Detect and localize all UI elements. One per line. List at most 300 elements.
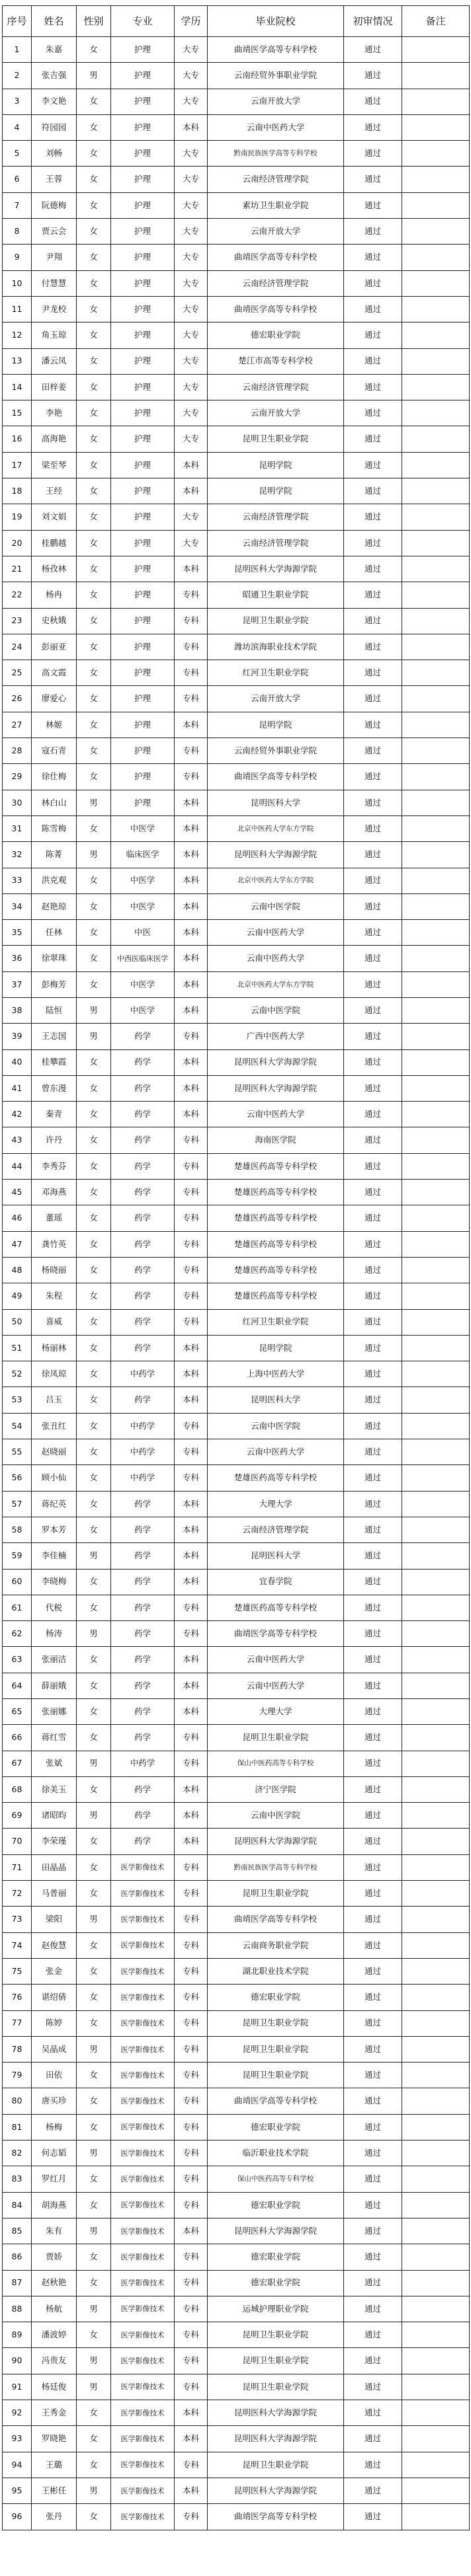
table-row	[3, 1932, 470, 1958]
cell-name: 曾东漫	[32, 1075, 77, 1101]
cell-major: 药学	[111, 1283, 175, 1309]
cell-review-status: 通过	[344, 920, 402, 946]
cell-remarks	[402, 2426, 470, 2452]
cell-school: 德宏职业学院	[208, 2244, 344, 2270]
cell-school: 昆明学院	[208, 1335, 344, 1361]
cell-gender: 女	[77, 686, 111, 712]
cell-education: 本科	[175, 1776, 208, 1802]
cell-major: 医学影像技术	[111, 1985, 175, 2010]
cell-serial: 29	[3, 764, 32, 790]
cell-review-status: 通过	[344, 322, 402, 348]
cell-review-status: 通过	[344, 114, 402, 140]
cell-review-status: 通过	[344, 1102, 402, 1127]
cell-remarks	[402, 582, 470, 608]
cell-school: 黔南民族医学高等专科学校	[208, 1854, 344, 1880]
cell-education: 本科	[175, 1075, 208, 1101]
cell-name: 杨丽林	[32, 1335, 77, 1361]
cell-school: 昆明医科大学	[208, 1387, 344, 1413]
cell-major: 药学	[111, 1127, 175, 1153]
cell-serial: 77	[3, 2010, 32, 2036]
cell-review-status: 通过	[344, 1621, 402, 1647]
cell-education: 专科	[175, 1127, 208, 1153]
cell-school: 云南中医药大学	[208, 1673, 344, 1698]
cell-remarks	[402, 634, 470, 660]
cell-name: 田依	[32, 2063, 77, 2088]
table-row	[3, 400, 470, 426]
cell-name: 高文霞	[32, 660, 77, 686]
cell-remarks	[402, 219, 470, 245]
cell-gender: 女	[77, 1335, 111, 1361]
cell-major: 医学影像技术	[111, 2478, 175, 2503]
cell-serial: 39	[3, 1024, 32, 1049]
cell-review-status: 通过	[344, 504, 402, 530]
cell-gender: 女	[77, 2426, 111, 2452]
cell-school: 昆明卫生职业学院	[208, 2036, 344, 2062]
cell-major: 医学影像技术	[111, 2244, 175, 2270]
cell-school: 云南中医药大学	[208, 920, 344, 946]
cell-education: 专科	[175, 608, 208, 634]
cell-gender: 男	[77, 2348, 111, 2374]
table-row	[3, 322, 470, 348]
cell-gender: 女	[77, 530, 111, 556]
table-row	[3, 1127, 470, 1153]
cell-name: 王志国	[32, 1024, 77, 1049]
cell-remarks	[402, 1309, 470, 1335]
cell-major: 护理	[111, 296, 175, 322]
cell-review-status: 通过	[344, 1205, 402, 1231]
cell-review-status: 通过	[344, 1543, 402, 1569]
cell-review-status: 通过	[344, 764, 402, 790]
cell-serial: 44	[3, 1153, 32, 1179]
cell-major: 药学	[111, 1595, 175, 1620]
cell-school: 德宏职业学院	[208, 1985, 344, 2010]
cell-gender: 女	[77, 1854, 111, 1880]
cell-name: 赵俊慧	[32, 1932, 77, 1958]
cell-education: 本科	[175, 1102, 208, 1127]
cell-major: 护理	[111, 192, 175, 218]
cell-major: 药学	[111, 1569, 175, 1595]
cell-major: 药学	[111, 1776, 175, 1802]
cell-review-status: 通过	[344, 893, 402, 919]
cell-major: 护理	[111, 764, 175, 790]
cell-school: 楚雄医药高等专科学校	[208, 1231, 344, 1257]
cell-education: 专科	[175, 1465, 208, 1491]
cell-major: 护理	[111, 89, 175, 114]
cell-education: 专科	[175, 2114, 208, 2140]
cell-gender: 女	[77, 1881, 111, 1907]
cell-school: 昆明学院	[208, 712, 344, 738]
cell-review-status: 通过	[344, 2192, 402, 2218]
cell-name: 贾娇	[32, 2244, 77, 2270]
cell-name: 罗本芳	[32, 1517, 77, 1542]
cell-school: 曲靖医学高等专科学校	[208, 37, 344, 63]
cell-serial: 5	[3, 141, 32, 167]
cell-remarks	[402, 2322, 470, 2348]
cell-remarks	[402, 1127, 470, 1153]
cell-name: 张金	[32, 1958, 77, 1984]
cell-gender: 女	[77, 1205, 111, 1231]
cell-major: 中西医临床医学	[111, 946, 175, 971]
cell-major: 中医	[111, 920, 175, 946]
cell-serial: 41	[3, 1075, 32, 1101]
cell-serial: 92	[3, 2400, 32, 2426]
header-name: 姓名	[32, 6, 77, 37]
cell-school: 昆明卫生职业学院	[208, 2063, 344, 2088]
cell-remarks	[402, 2010, 470, 2036]
table-row	[3, 946, 470, 971]
cell-name: 朱程	[32, 1283, 77, 1309]
cell-major: 护理	[111, 374, 175, 400]
cell-serial: 17	[3, 452, 32, 478]
table-row	[3, 2166, 470, 2192]
cell-school: 昆明医科大学海源学院	[208, 1049, 344, 1075]
table-row	[3, 452, 470, 478]
cell-major: 临床医学	[111, 842, 175, 868]
cell-gender: 女	[77, 1361, 111, 1387]
cell-major: 护理	[111, 426, 175, 452]
cell-review-status: 通过	[344, 2452, 402, 2478]
table-row	[3, 270, 470, 296]
cell-name: 邓海燕	[32, 1180, 77, 1205]
header-education: 学历	[175, 6, 208, 37]
cell-education: 本科	[175, 478, 208, 504]
table-row	[3, 2478, 470, 2503]
cell-serial: 65	[3, 1699, 32, 1725]
cell-gender: 女	[77, 1517, 111, 1542]
cell-major: 护理	[111, 114, 175, 140]
table-row	[3, 1543, 470, 1569]
cell-remarks	[402, 1829, 470, 1854]
cell-remarks	[402, 1907, 470, 1932]
cell-gender: 女	[77, 219, 111, 245]
table-row	[3, 504, 470, 530]
cell-remarks	[402, 2088, 470, 2114]
cell-review-status: 通过	[344, 2010, 402, 2036]
cell-major: 护理	[111, 660, 175, 686]
header-school: 毕业院校	[208, 6, 344, 37]
cell-school: 昆明医科大学海源学院	[208, 1829, 344, 1854]
cell-remarks	[402, 893, 470, 919]
cell-major: 医学影像技术	[111, 2348, 175, 2374]
cell-name: 桂鹏越	[32, 530, 77, 556]
cell-education: 本科	[175, 893, 208, 919]
cell-major: 护理	[111, 504, 175, 530]
cell-review-status: 通过	[344, 63, 402, 89]
cell-gender: 女	[77, 971, 111, 997]
cell-review-status: 通过	[344, 1439, 402, 1465]
cell-review-status: 通过	[344, 1751, 402, 1776]
cell-remarks	[402, 2036, 470, 2062]
cell-gender: 女	[77, 478, 111, 504]
cell-name: 赵秋艳	[32, 2270, 77, 2296]
cell-remarks	[402, 1231, 470, 1257]
header-review-status: 初审情况	[344, 6, 402, 37]
cell-education: 本科	[175, 1829, 208, 1854]
cell-serial: 89	[3, 2322, 32, 2348]
cell-major: 医学影像技术	[111, 2322, 175, 2348]
cell-education: 本科	[175, 1387, 208, 1413]
cell-serial: 79	[3, 2063, 32, 2088]
cell-school: 昆明卫生职业学院	[208, 2374, 344, 2400]
cell-school: 昆明医科大学	[208, 1543, 344, 1569]
cell-school: 大理大学	[208, 1699, 344, 1725]
cell-education: 专科	[175, 1725, 208, 1751]
cell-gender: 女	[77, 1127, 111, 1153]
cell-name: 王秀金	[32, 2400, 77, 2426]
table-row	[3, 893, 470, 919]
cell-name: 张吉强	[32, 63, 77, 89]
table-row	[3, 1829, 470, 1854]
cell-remarks	[402, 2218, 470, 2244]
cell-major: 医学影像技术	[111, 1854, 175, 1880]
cell-gender: 男	[77, 1621, 111, 1647]
cell-serial: 30	[3, 790, 32, 815]
header-serial: 序号	[3, 6, 32, 37]
table-row	[3, 114, 470, 140]
cell-education: 大专	[175, 530, 208, 556]
cell-major: 药学	[111, 1543, 175, 1569]
cell-major: 药学	[111, 1024, 175, 1049]
cell-name: 尹翔	[32, 245, 77, 270]
cell-major: 护理	[111, 141, 175, 167]
cell-remarks	[402, 660, 470, 686]
cell-major: 医学影像技术	[111, 1881, 175, 1907]
cell-education: 专科	[175, 1958, 208, 1984]
table-row	[3, 2218, 470, 2244]
cell-gender: 女	[77, 1958, 111, 1984]
cell-serial: 80	[3, 2088, 32, 2114]
cell-education: 大专	[175, 322, 208, 348]
cell-serial: 90	[3, 2348, 32, 2374]
cell-school: 保山中医药高等专科学校	[208, 2166, 344, 2192]
cell-major: 护理	[111, 738, 175, 764]
cell-major: 药学	[111, 1725, 175, 1751]
cell-school: 德宏职业学院	[208, 322, 344, 348]
cell-serial: 4	[3, 114, 32, 140]
cell-gender: 女	[77, 2322, 111, 2348]
cell-review-status: 通过	[344, 1569, 402, 1595]
table-row	[3, 1881, 470, 1907]
cell-gender: 男	[77, 1751, 111, 1776]
cell-serial: 64	[3, 1673, 32, 1698]
cell-serial: 40	[3, 1049, 32, 1075]
cell-remarks	[402, 374, 470, 400]
table-row	[3, 2036, 470, 2062]
table-row	[3, 141, 470, 167]
cell-school: 云南经贸外事职业学院	[208, 63, 344, 89]
cell-review-status: 通过	[344, 2322, 402, 2348]
cell-review-status: 通过	[344, 1776, 402, 1802]
cell-review-status: 通过	[344, 634, 402, 660]
cell-review-status: 通过	[344, 1413, 402, 1439]
cell-major: 中药学	[111, 1751, 175, 1776]
cell-education: 大专	[175, 63, 208, 89]
cell-review-status: 通过	[344, 374, 402, 400]
cell-serial: 87	[3, 2270, 32, 2296]
cell-major: 中医学	[111, 971, 175, 997]
cell-name: 洪克观	[32, 868, 77, 893]
cell-serial: 85	[3, 2218, 32, 2244]
cell-gender: 男	[77, 790, 111, 815]
cell-gender: 女	[77, 322, 111, 348]
cell-name: 张丽娜	[32, 1699, 77, 1725]
cell-gender: 女	[77, 582, 111, 608]
cell-review-status: 通过	[344, 219, 402, 245]
cell-gender: 男	[77, 1024, 111, 1049]
header-gender: 性别	[77, 6, 111, 37]
cell-review-status: 通过	[344, 167, 402, 192]
cell-gender: 女	[77, 2504, 111, 2530]
table-row	[3, 1491, 470, 1517]
cell-school: 云南开放大学	[208, 400, 344, 426]
cell-education: 专科	[175, 1231, 208, 1257]
cell-remarks	[402, 2270, 470, 2296]
cell-serial: 49	[3, 1283, 32, 1309]
table-row	[3, 1621, 470, 1647]
cell-gender: 男	[77, 2296, 111, 2322]
cell-name: 唐买珍	[32, 2088, 77, 2114]
cell-education: 专科	[175, 1180, 208, 1205]
cell-name: 张丽洁	[32, 1647, 77, 1673]
cell-remarks	[402, 1673, 470, 1698]
cell-name: 杨航	[32, 2296, 77, 2322]
cell-serial: 52	[3, 1361, 32, 1387]
cell-remarks	[402, 764, 470, 790]
cell-name: 林白山	[32, 790, 77, 815]
cell-remarks	[402, 815, 470, 841]
cell-serial: 28	[3, 738, 32, 764]
table-row	[3, 1231, 470, 1257]
cell-gender: 女	[77, 946, 111, 971]
cell-serial: 35	[3, 920, 32, 946]
cell-remarks	[402, 2478, 470, 2503]
cell-gender: 女	[77, 1283, 111, 1309]
cell-name: 张丹	[32, 2504, 77, 2530]
table-row	[3, 2192, 470, 2218]
table-row	[3, 2010, 470, 2036]
cell-remarks	[402, 1024, 470, 1049]
cell-gender: 女	[77, 2114, 111, 2140]
table-row	[3, 2504, 470, 2530]
cell-major: 医学影像技术	[111, 2166, 175, 2192]
cell-major: 中药学	[111, 1413, 175, 1439]
cell-review-status: 通过	[344, 1907, 402, 1932]
cell-school: 楚雄医药高等专科学校	[208, 1465, 344, 1491]
cell-review-status: 通过	[344, 1647, 402, 1673]
cell-major: 护理	[111, 634, 175, 660]
table-row	[3, 1283, 470, 1309]
cell-review-status: 通过	[344, 1854, 402, 1880]
cell-education: 本科	[175, 920, 208, 946]
cell-name: 梁阳	[32, 1907, 77, 1932]
table-row	[3, 1049, 470, 1075]
cell-name: 张丑红	[32, 1413, 77, 1439]
cell-school: 云南中医药大学	[208, 1647, 344, 1673]
cell-name: 李艳	[32, 400, 77, 426]
cell-school: 昆明卫生职业学院	[208, 2322, 344, 2348]
cell-serial: 8	[3, 219, 32, 245]
table-row	[3, 1153, 470, 1179]
cell-serial: 91	[3, 2374, 32, 2400]
table-row	[3, 1776, 470, 1802]
cell-review-status: 通过	[344, 1153, 402, 1179]
cell-review-status: 通过	[344, 452, 402, 478]
cell-serial: 10	[3, 270, 32, 296]
cell-review-status: 通过	[344, 296, 402, 322]
cell-name: 何志韬	[32, 2140, 77, 2166]
cell-name: 彭梅芳	[32, 971, 77, 997]
cell-gender: 女	[77, 1153, 111, 1179]
cell-gender: 女	[77, 270, 111, 296]
cell-gender: 女	[77, 2400, 111, 2426]
cell-review-status: 通过	[344, 2063, 402, 2088]
cell-major: 医学影像技术	[111, 1932, 175, 1958]
cell-gender: 女	[77, 400, 111, 426]
cell-major: 药学	[111, 1673, 175, 1698]
cell-major: 中药学	[111, 1439, 175, 1465]
cell-school: 楚江市高等专科学校	[208, 348, 344, 374]
cell-name: 贾云会	[32, 219, 77, 245]
cell-major: 中药学	[111, 1465, 175, 1491]
cell-remarks	[402, 1517, 470, 1542]
cell-education: 专科	[175, 1932, 208, 1958]
cell-remarks	[402, 530, 470, 556]
cell-review-status: 通过	[344, 842, 402, 868]
cell-education: 本科	[175, 2218, 208, 2244]
cell-review-status: 通过	[344, 192, 402, 218]
cell-major: 医学影像技术	[111, 2270, 175, 2296]
cell-school: 昆明卫生职业学院	[208, 2452, 344, 2478]
cell-review-status: 通过	[344, 1024, 402, 1049]
cell-name: 陈婷	[32, 2010, 77, 2036]
cell-name: 王璐	[32, 2452, 77, 2478]
cell-name: 田梓姜	[32, 374, 77, 400]
cell-serial: 54	[3, 1413, 32, 1439]
cell-review-status: 通过	[344, 997, 402, 1023]
cell-education: 专科	[175, 1153, 208, 1179]
cell-education: 专科	[175, 2504, 208, 2530]
table-row	[3, 219, 470, 245]
cell-name: 罗红月	[32, 2166, 77, 2192]
cell-name: 桂攀霞	[32, 1049, 77, 1075]
cell-remarks	[402, 478, 470, 504]
cell-education: 专科	[175, 1751, 208, 1776]
cell-name: 马普丽	[32, 1881, 77, 1907]
cell-review-status: 通过	[344, 738, 402, 764]
cell-education: 专科	[175, 1621, 208, 1647]
cell-remarks	[402, 2244, 470, 2270]
table-row	[3, 1803, 470, 1829]
header-major: 专业	[111, 6, 175, 37]
cell-serial: 26	[3, 686, 32, 712]
cell-gender: 女	[77, 167, 111, 192]
table-row	[3, 920, 470, 946]
table-row	[3, 868, 470, 893]
cell-remarks	[402, 2400, 470, 2426]
table-header-row	[3, 6, 470, 37]
table-row	[3, 1361, 470, 1387]
cell-review-status: 通过	[344, 1465, 402, 1491]
applicant-review-table	[2, 5, 470, 2530]
table-row	[3, 1517, 470, 1542]
cell-review-status: 通过	[344, 2244, 402, 2270]
cell-name: 胡海燕	[32, 2192, 77, 2218]
cell-remarks	[402, 1049, 470, 1075]
cell-name: 田晶晶	[32, 1854, 77, 1880]
cell-major: 护理	[111, 556, 175, 582]
cell-major: 药学	[111, 1517, 175, 1542]
cell-school: 临沂职业技术学院	[208, 2140, 344, 2166]
